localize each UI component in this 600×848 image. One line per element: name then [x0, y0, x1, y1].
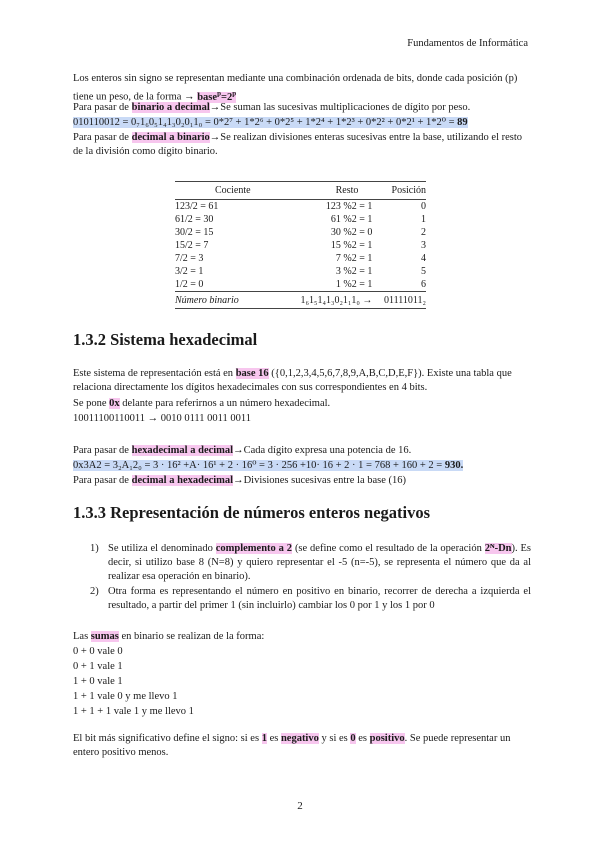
- sum-rule: 1 + 0 vale 1: [73, 676, 123, 687]
- hex-grouping-example: 10011100110011 → 0010 0111 0011 0011: [73, 413, 252, 424]
- section-title-hex: 1.3.2 Sistema hexadecimal: [73, 330, 258, 349]
- hex-to-dec-keyword: hexadecimal a decimal: [131, 445, 234, 456]
- table-row: 61/2 = 30 61 %2 = 1 1: [175, 214, 426, 225]
- dec-to-bin-paragraph: Para pasar de decimal a binario→Se realizan divisiones enteras sucesivas entre la base, utilizando el resto de la división como dígito binario.: [73, 132, 523, 157]
- intro-paragraph: [73, 72, 531, 105]
- section-title-negative: 1.3.3 Representación de números enteros negativos: [73, 503, 431, 522]
- sum-rule: 0 + 1 vale 1: [73, 661, 123, 672]
- sums-keyword: sumas: [90, 631, 119, 642]
- base16-keyword: base 16: [235, 368, 269, 379]
- table-row: 7/2 = 3 7 %2 = 1 4: [175, 253, 426, 264]
- table-row: 1/2 = 0 1 %2 = 1 6: [175, 279, 426, 290]
- bin-formula-line: [73, 116, 531, 130]
- positive-keyword: positivo: [369, 733, 405, 744]
- table-row: 3/2 = 1 3 %2 = 1 5: [175, 266, 426, 277]
- list-item: 2) Otra forma es representando el número en positivo en binario, recorrer de derecha a izquierda el resultado, a partir del primer 1 (sin incluirlo) cambiar los 0 por 1 y los 1 por 0: [90, 586, 531, 611]
- sum-rule: 1 + 1 vale 0 y me llevo 1: [73, 691, 178, 702]
- hex-prefix-keyword: 0x: [109, 398, 120, 409]
- intro-text: Los enteros sin signo se representan mediante una combinación ordenada de bits, donde cada posición (p) tiene un peso, de la forma →: [73, 73, 518, 103]
- division-table: [175, 181, 426, 309]
- hex-formula-line: [73, 459, 531, 473]
- table-row: 123/2 = 61 123 %2 = 1 0: [175, 201, 426, 212]
- complement-keyword: complemento a 2: [215, 543, 293, 554]
- table-row: 30/2 = 15 30 %2 = 0 2: [175, 227, 426, 238]
- sums-intro: Las sumas en binario se realizan de la forma:: [73, 631, 265, 642]
- table-header-row: [175, 182, 426, 200]
- complement-formula: 2ᴺ-Dn: [484, 543, 512, 554]
- dec-to-bin-keyword: decimal a binario: [131, 132, 210, 143]
- table-footer-row: Número binario 1₆1₅1₄1₃0₂1₁1₀ → 01111011₂: [175, 292, 426, 309]
- page-number: 2: [297, 800, 303, 812]
- col-header-posicion: Posición: [372, 182, 426, 200]
- dec-to-hex-line: Para pasar de decimal a hexadecimal→Divisiones sucesivas entre la base (16): [73, 475, 407, 486]
- hex-paragraph: Este sistema de representación está en base 16 ({0,1,2,3,4,5,6,7,8,9,A,B,C,D,E,F}). Existe una tabla que relaciona directamente los dígitos hexadecimales con sus correspondientes en 4 bits.: [73, 368, 512, 393]
- sign-bit-paragraph: El bit más significativo define el signo: si es 1 es negativo y si es 0 es positivo. Se puede representar un entero positivo menos.: [73, 733, 511, 758]
- negative-keyword: negativo: [280, 733, 319, 744]
- bin-to-dec-line: Para pasar de binario a decimal→Se suman las sucesivas multiplicaciones de dígito por peso.: [73, 102, 471, 113]
- hex-formula: 0x3A2 = 3₂A₁2₀ = 3 · 16² +A· 16¹ + 2 · 16⁰ = 3 · 256 +10· 16 + 2 · 1 = 768 + 160 + 2 = 930.: [73, 460, 464, 471]
- table-row: 15/2 = 7 15 %2 = 1 3: [175, 240, 426, 251]
- sum-rule: 0 + 0 vale 0: [73, 646, 123, 657]
- bin-to-dec-keyword: binario a decimal: [131, 102, 210, 113]
- bin-formula: 010110012 = 0₇1₆0₅1₄1₃0₂0₁1₀ = 0*2⁷ + 1*2⁶ + 0*2⁵ + 1*2⁴ + 1*2³ + 0*2² + 0*2¹ + 1*2⁰ = 89: [73, 117, 468, 128]
- hex-prefix-line: Se pone 0x delante para referirnos a un número hexadecimal.: [73, 398, 331, 409]
- sum-rules: [73, 644, 531, 719]
- weight-formula: $base^p=2^p$: [197, 89, 237, 103]
- negative-methods-list: [90, 542, 531, 614]
- running-header: Fundamentos de Informática: [407, 38, 528, 49]
- col-header-cociente: Cociente: [175, 182, 283, 200]
- dec-to-hex-keyword: decimal a hexadecimal: [131, 475, 234, 486]
- sum-rule: 1 + 1 + 1 vale 1 y me llevo 1: [73, 706, 194, 717]
- list-item: 1) Se utiliza el denominado complemento a 2 (se define como el resultado de la operación 2ᴺ-Dn). Es decir, si utilizo base 8 (N=8) y quiero representar el -5 (n=-5), se representa el número que da al realizar esa operación en binario).: [90, 543, 531, 582]
- hex-to-dec-line: Para pasar de hexadecimal a decimal→Cada dígito expresa una potencia de 16.: [73, 445, 412, 456]
- col-header-resto: Resto: [283, 182, 372, 200]
